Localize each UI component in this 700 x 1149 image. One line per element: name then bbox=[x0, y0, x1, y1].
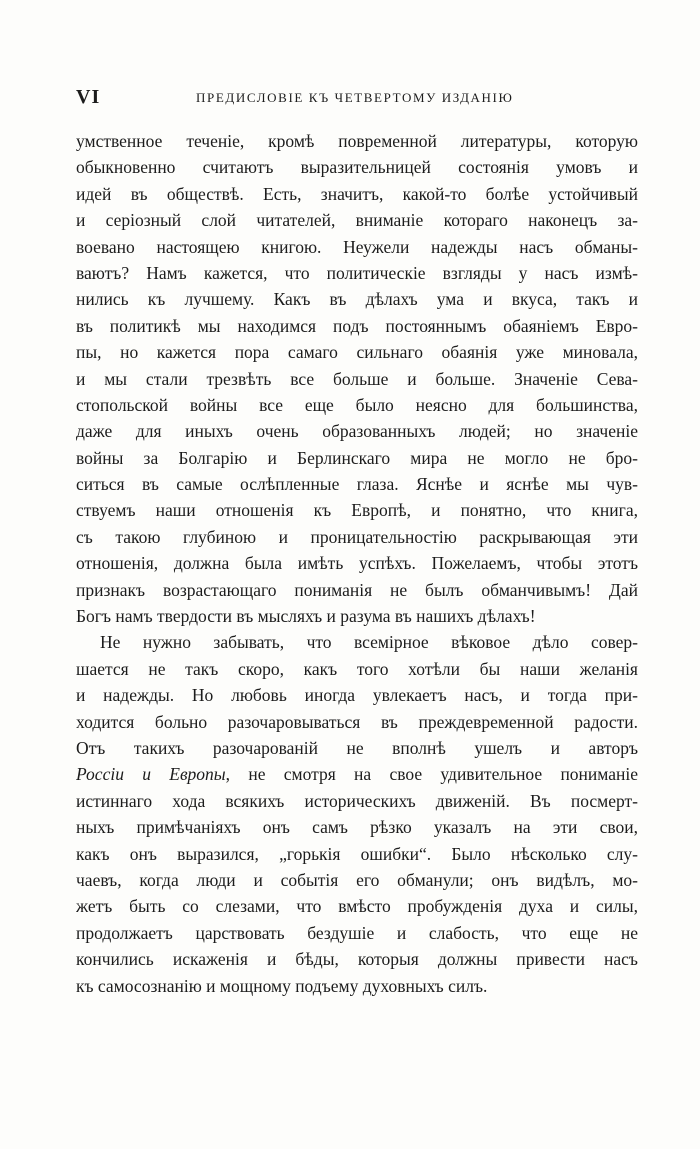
text-line: обыкновенно считаютъ выразительницей состоянія умовъ и bbox=[76, 157, 638, 178]
text-line: и надежды. Но любовь иногда увлекаетъ насъ, и тогда при- bbox=[76, 685, 638, 706]
text-line: къ самосознанію и мощному подъему духовныхъ силъ. bbox=[76, 975, 488, 996]
text-line: воевано настоящею книгою. Неужели надежды насъ обманы- bbox=[76, 236, 638, 257]
text-line: и мы стали трезвѣть все больше и больше. Значеніе Сева- bbox=[76, 368, 638, 389]
text-fragment: , не смотря на свое удивительное пониманіе bbox=[225, 764, 638, 785]
text-line: кончились искаженія и бѣды, которыя должны привести насъ bbox=[76, 949, 638, 970]
text-line: шается не такъ скоро, какъ того хотѣли бы наши желанія bbox=[76, 658, 638, 679]
text-line: съ такою глубиною и проницательностію раскрывающая эти bbox=[76, 526, 638, 547]
text-line: и серіозный слой читателей, вниманіе котораго наконецъ за- bbox=[76, 210, 638, 231]
text-line: ваютъ? Намъ кажется, что политическіе взгляды у насъ измѣ- bbox=[76, 262, 638, 283]
text-line: ствуемъ наши отношенія къ Европѣ, и понятно, что книга, bbox=[76, 500, 638, 521]
paragraph-2 bbox=[76, 629, 638, 998]
text-line: жетъ быть со слезами, что вмѣсто пробужденія духа и силы, bbox=[76, 896, 638, 917]
text-line: Богъ намъ твердости въ мысляхъ и разума въ нашихъ дѣлахъ! bbox=[76, 606, 536, 627]
text-line: пы, но кажется пора самаго сильнаго обаянія уже миновала, bbox=[76, 342, 638, 363]
running-header bbox=[76, 86, 636, 112]
text-line: нились къ лучшему. Какъ въ дѣлахъ ума и вкуса, такъ и bbox=[76, 289, 638, 310]
text-line: ходится больно разочаровываться въ преждевременной радости. bbox=[76, 711, 638, 732]
running-title: ПРЕДИСЛОВІЕ КЪ ЧЕТВЕРТОМУ ИЗДАНІЮ bbox=[196, 90, 514, 105]
text-line: умственное теченіе, кромѣ повременной литературы, которую bbox=[76, 131, 638, 151]
text-line: въ политикѣ мы находимся подъ постояннымъ обаяніемъ Евро- bbox=[76, 315, 638, 336]
page-number: VI bbox=[76, 86, 101, 108]
text-line: чаевъ, когда люди и событія его обманули; онъ видѣлъ, мо- bbox=[76, 869, 638, 890]
text-line: истиннаго хода всякихъ историческихъ движеній. Въ посмерт- bbox=[76, 790, 638, 811]
text-line: ситься въ самые ослѣпленные глаза. Яснѣе и яснѣе мы чув- bbox=[76, 474, 638, 495]
text-line: стопольской войны все еще было неясно для большинства, bbox=[76, 394, 638, 415]
text-line: какъ онъ выразился, „горькія ошибки“. Было нѣсколько слу- bbox=[76, 843, 638, 864]
text-line: идей въ обществѣ. Есть, значитъ, какой-то болѣе устойчивый bbox=[76, 183, 638, 204]
body-text bbox=[76, 128, 638, 999]
text-line-with-title bbox=[76, 761, 638, 787]
book-title: Россіи и Европы bbox=[76, 764, 226, 785]
text-line: Не нужно забывать, что всемірное вѣковое дѣло совер- bbox=[100, 632, 638, 653]
text-line: признакъ возрастающаго пониманія не былъ обманчивымъ! Дай bbox=[76, 579, 638, 600]
text-line: даже для иныхъ очень образованныхъ людей; но значеніе bbox=[76, 421, 638, 442]
text-line: продолжаетъ царствовать бездушіе и слабость, что еще не bbox=[76, 922, 638, 943]
text-line: войны за Болгарію и Берлинскаго мира не могло не бро- bbox=[76, 447, 638, 468]
text-line: ныхъ примѣчаніяхъ онъ самъ рѣзко указалъ на эти свои, bbox=[76, 817, 638, 838]
paragraph-1 bbox=[76, 128, 638, 629]
text-line: Отъ такихъ разочарованій не вполнѣ ушелъ и авторъ bbox=[76, 737, 638, 758]
text-line: отношенія, должна была имѣть успѣхъ. Пожелаемъ, чтобы этотъ bbox=[76, 553, 638, 574]
